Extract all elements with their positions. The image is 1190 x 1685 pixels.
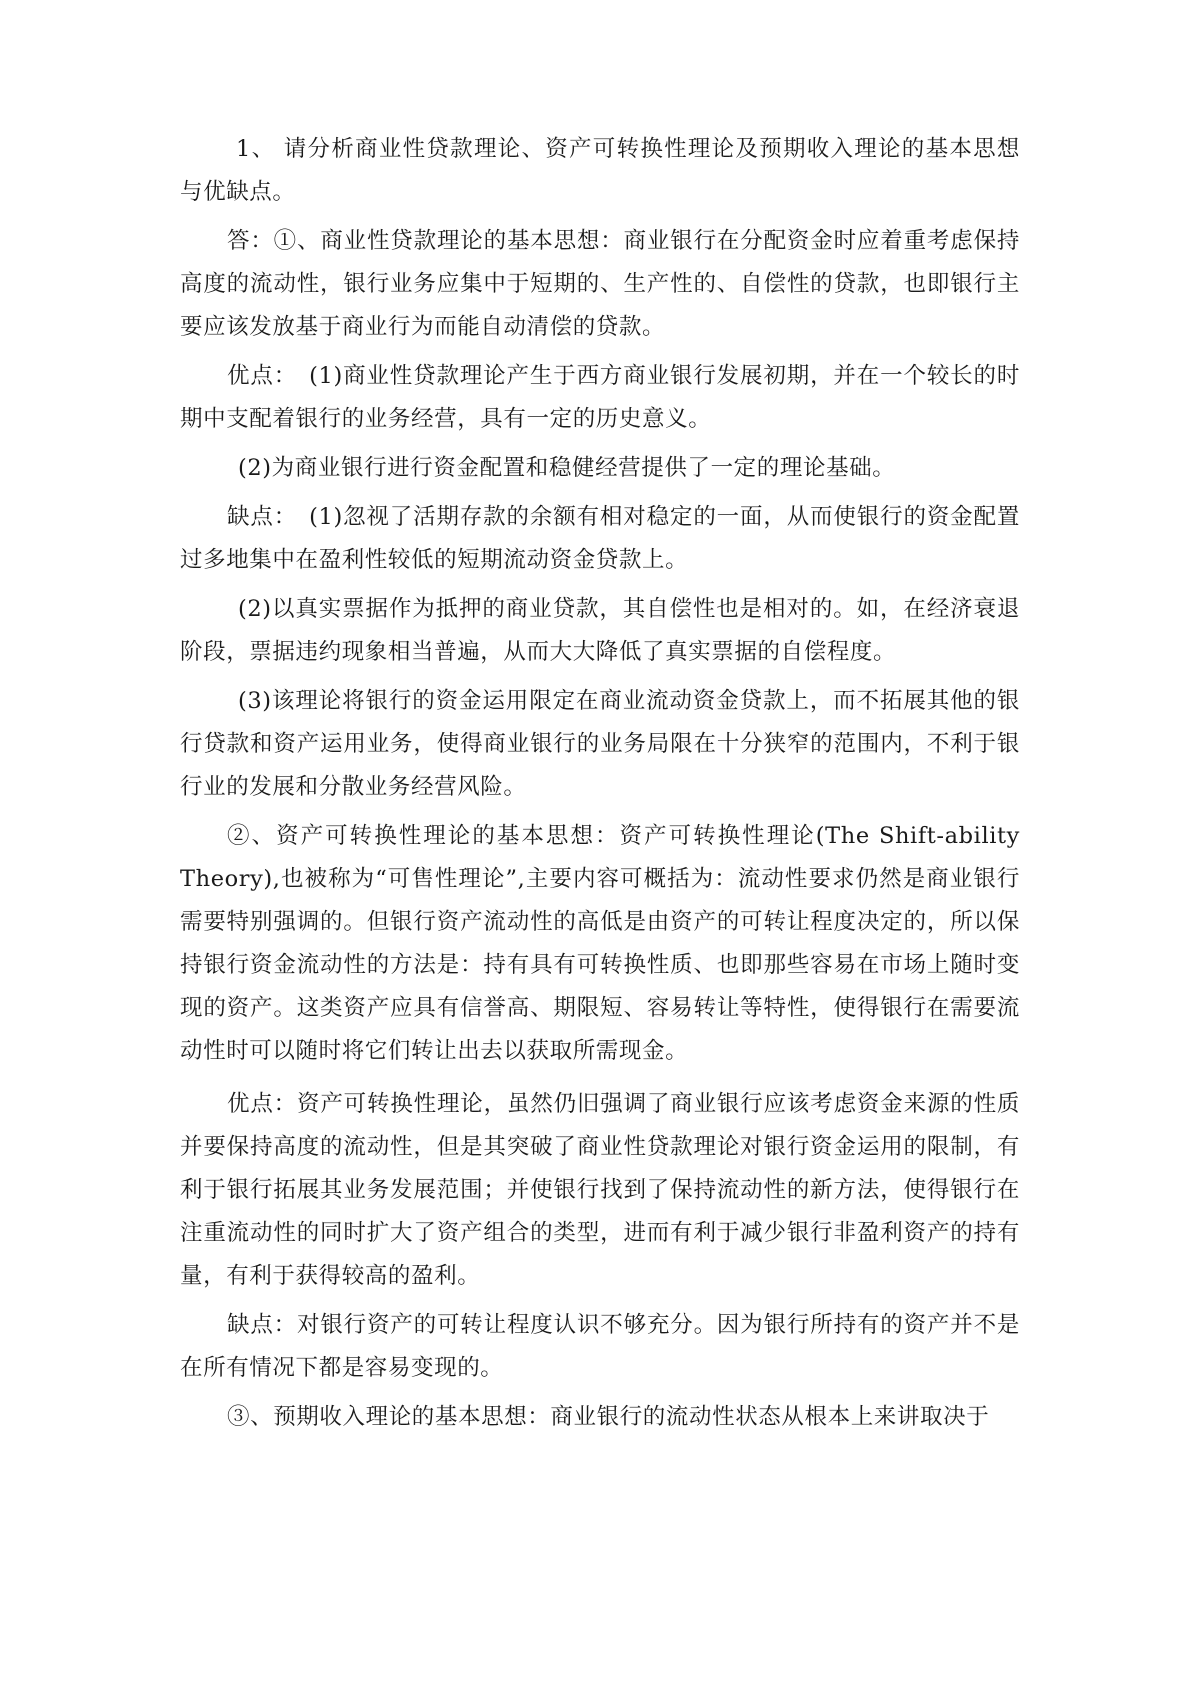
question-heading: 1、 请分析商业性贷款理论、资产可转换性理论及预期收入理论的基本思想与优缺点。	[180, 136, 1020, 205]
disadvantage-1: 缺点： (1)忽视了活期存款的余额有相对稳定的一面，从而使银行的资金配置过多地集中在盈利性较低的短期流动资金贷款上。	[180, 504, 1020, 573]
advantage-1: 优点： (1)商业性贷款理论产生于西方商业银行发展初期，并在一个较长的时期中支配着银行的业务经营，具有一定的历史意义。	[180, 363, 1020, 432]
shiftability-theory: ②、资产可转换性理论的基本思想：资产可转换性理论(The Shift-ability Theory),也被称为“可售性理论”,主要内容可概括为：流动性要求仍然是商业银行需要特别强调的。但银行资产流动性的高低是由资产的可转让程度决定的，所以保持银行资金流动性的方法是：持有具有可转换性质、也即那些容易在市场上随时变现的资产。这类资产应具有信誉高、期限短、容易转让等特性，使得银行在需要流动性时可以随时将它们转让出去以获取所需现金。	[180, 823, 1020, 1064]
document-body	[180, 128, 1020, 1445]
advantage-2: (2)为商业银行进行资金配置和稳健经营提供了一定的理论基础。	[238, 455, 896, 481]
shiftability-disadvantage: 缺点：对银行资产的可转让程度认识不够充分。因为银行所持有的资产并不是在所有情况下都是容易变现的。	[180, 1312, 1020, 1381]
disadvantage-3: (3)该理论将银行的资金运用限定在商业流动资金贷款上，而不拓展其他的银行贷款和资产运用业务，使得商业银行的业务局限在十分狭窄的范围内，不利于银行业的发展和分散业务经营风险。	[180, 688, 1020, 800]
shiftability-advantage: 优点：资产可转换性理论，虽然仍旧强调了商业银行应该考虑资金来源的性质并要保持高度的流动性，但是其突破了商业性贷款理论对银行资金运用的限制，有利于银行拓展其业务发展范围；并使银行找到了保持流动性的新方法，使得银行在注重流动性的同时扩大了资产组合的类型，进而有利于减少银行非盈利资产的持有量，有利于获得较高的盈利。	[180, 1091, 1020, 1289]
anticipated-income-theory: ③、预期收入理论的基本思想：商业银行的流动性状态从根本上来讲取决于	[227, 1404, 990, 1430]
answer-commercial-loan-theory: 答：①、商业性贷款理论的基本思想：商业银行在分配资金时应着重考虑保持高度的流动性，银行业务应集中于短期的、生产性的、自偿性的贷款，也即银行主要应该发放基于商业行为而能自动清偿的贷款。	[180, 228, 1020, 340]
disadvantage-2: (2)以真实票据作为抵押的商业贷款，其自偿性也是相对的。如，在经济衰退阶段，票据违约现象相当普遍，从而大大降低了真实票据的自偿程度。	[180, 596, 1020, 665]
